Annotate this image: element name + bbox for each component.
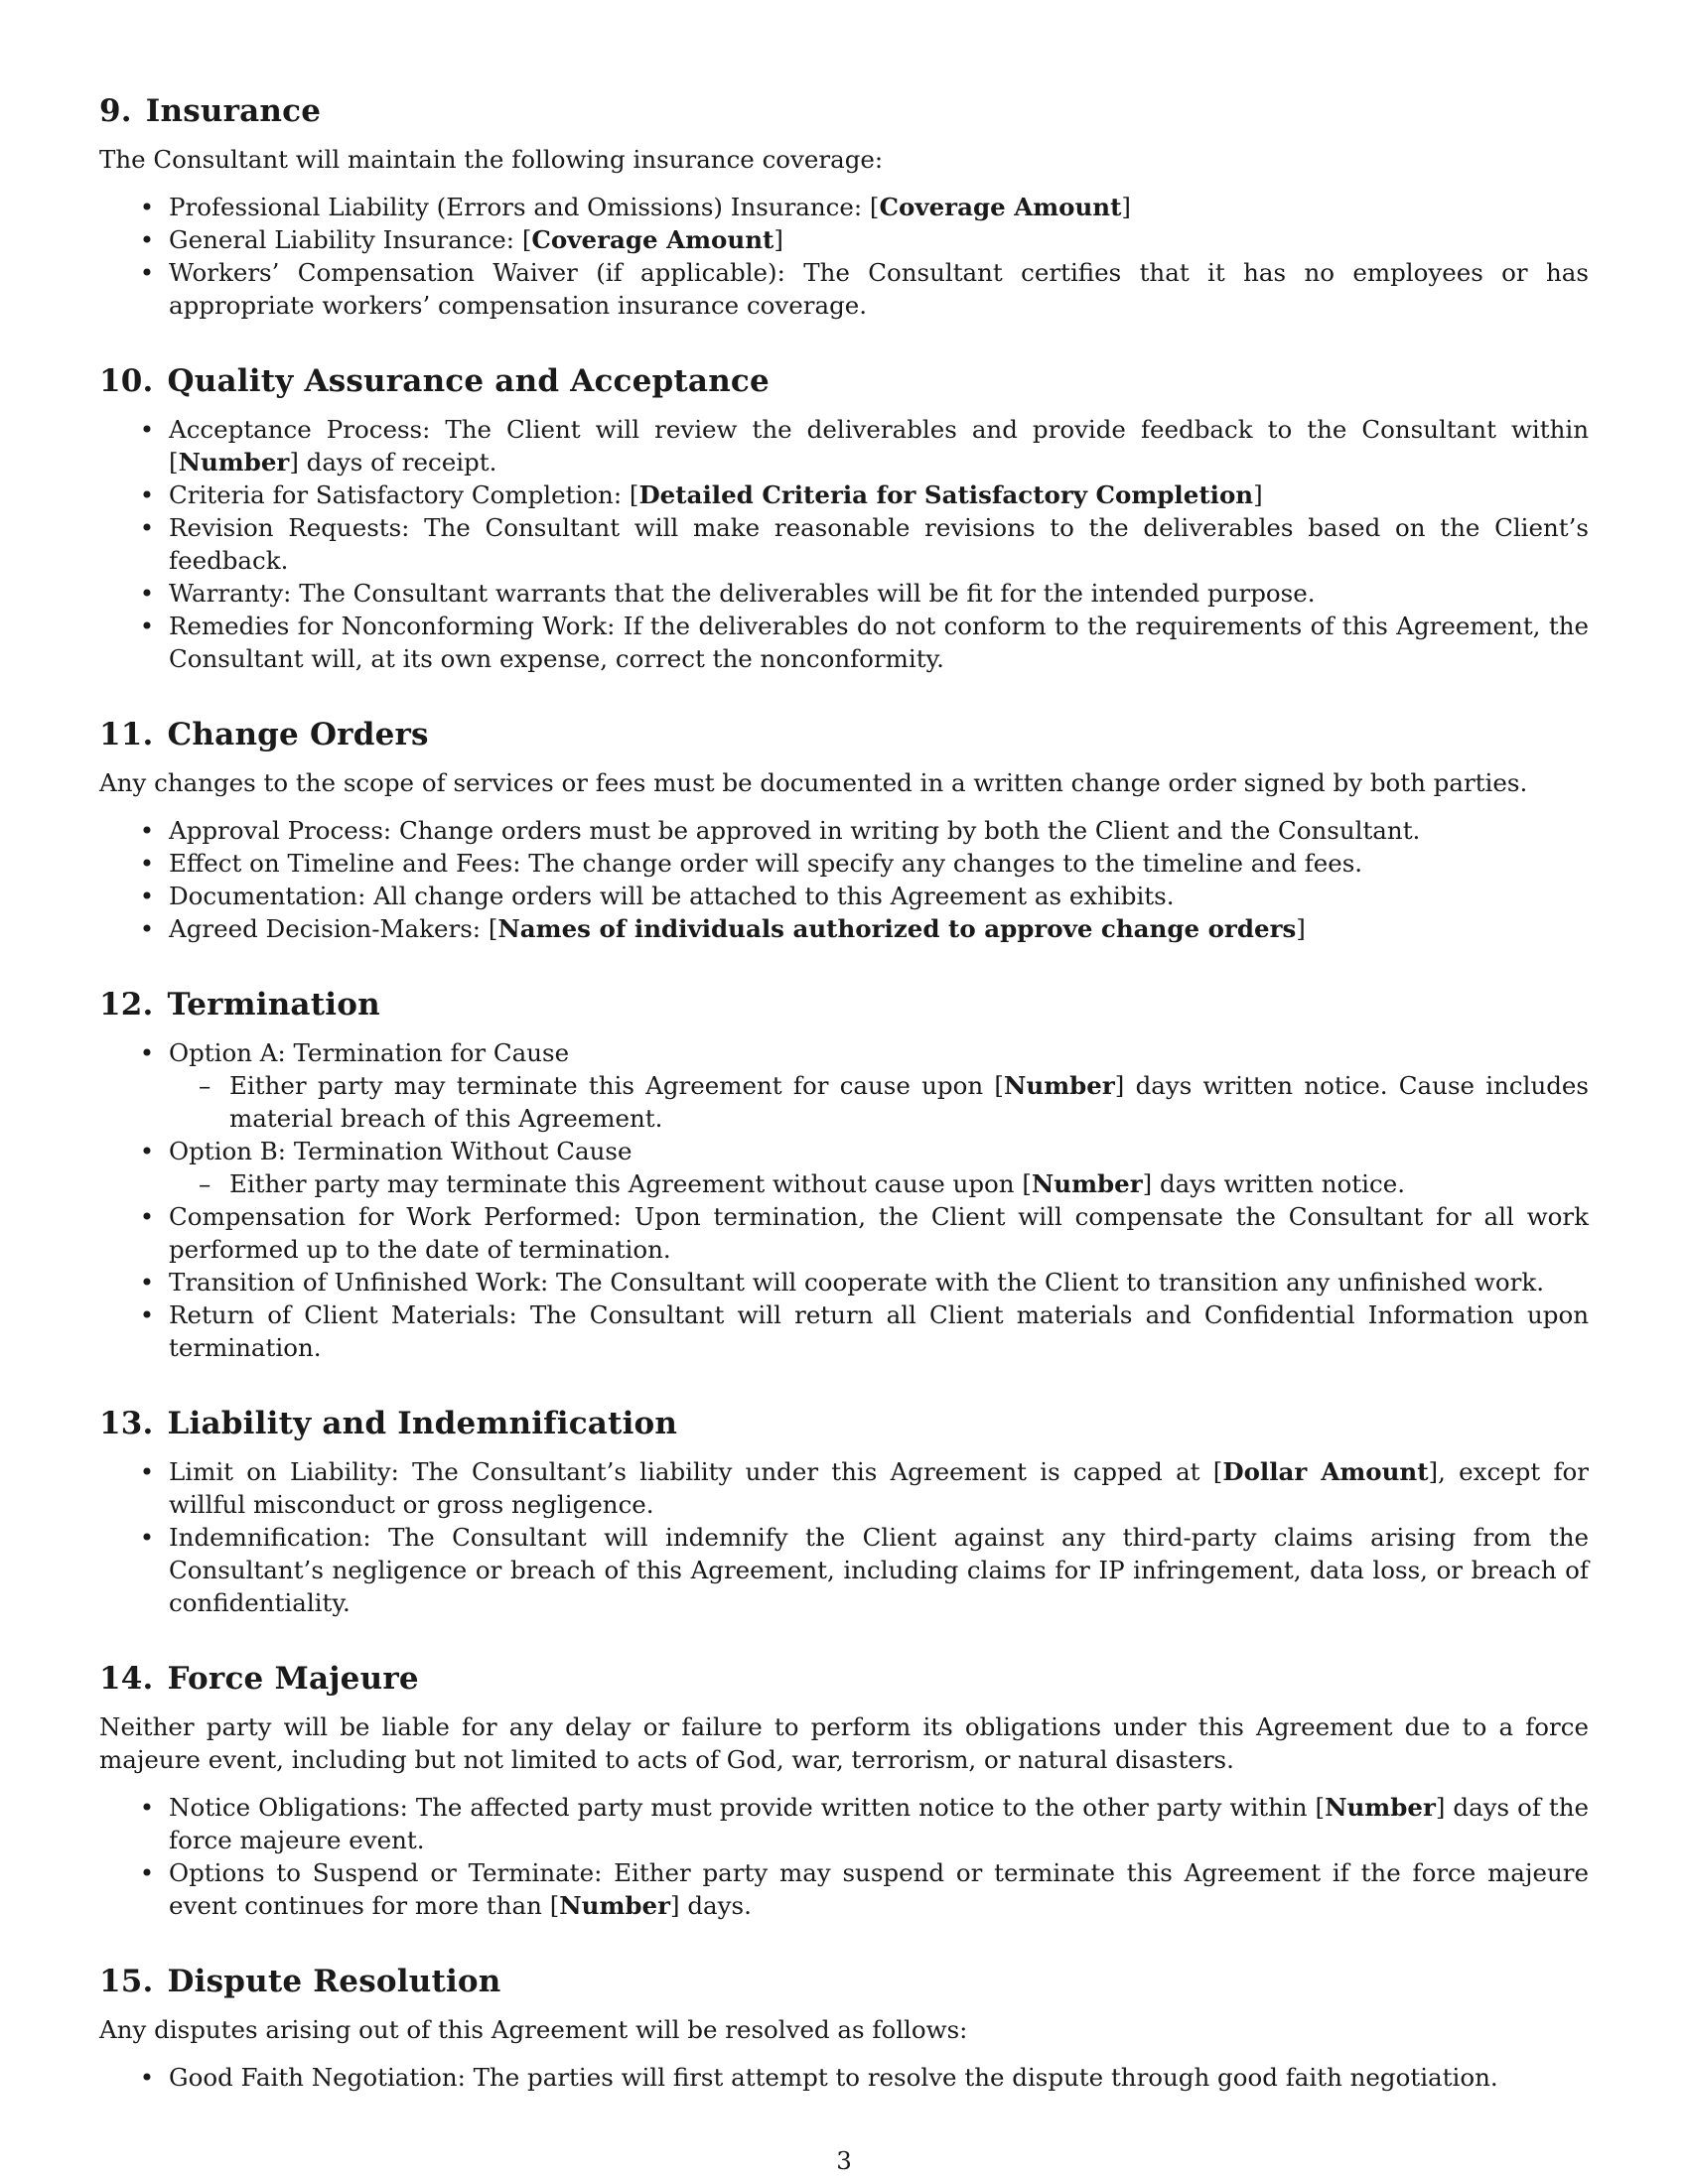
section-heading: [99, 361, 1589, 401]
dash-icon: –: [199, 1169, 211, 1198]
item-text-suffix: ] days written notice. Cause includes material breach of this Agreement.: [229, 1071, 1589, 1133]
list-item: [99, 2061, 1589, 2094]
section-title: Change Orders: [167, 717, 429, 752]
section-intro: Neither party will be liable for any delay or failure to perform its obligations under this Agreement due to a force majeure event, including but not limited to acts of God, war, terrorism, or natural disasters.: [99, 1712, 1589, 1774]
section-intro: The Consultant will maintain the following insurance coverage:: [99, 145, 884, 174]
bullet-icon: •: [139, 1457, 155, 1486]
section-number: 9.: [99, 93, 132, 129]
item-text-suffix: ]: [1253, 480, 1263, 509]
placeholder-field: Coverage Amount: [531, 225, 774, 254]
section-heading: [99, 1962, 1589, 2001]
section-number: 11.: [99, 717, 154, 752]
item-text: Revision Requests: The Consultant will make reasonable revisions to the deliverables based on the Client’s feedback.: [169, 513, 1589, 575]
section-number: 15.: [99, 1964, 154, 1999]
list-item: [99, 1036, 1589, 1135]
sub-list-item: [169, 1167, 1589, 1200]
bullet-icon: •: [139, 914, 155, 943]
item-text-suffix: ], except for willful misconduct or gross negligence.: [169, 1457, 1589, 1519]
item-text: Return of Client Materials: The Consultant will return all Client materials and Confidential Information upon termination.: [169, 1300, 1589, 1362]
section-title: Termination: [167, 987, 380, 1023]
bullet-list: [99, 1791, 1589, 1922]
item-text: Option B: Termination Without Cause: [169, 1137, 633, 1165]
list-item: [99, 880, 1589, 912]
list-item: [99, 511, 1589, 577]
item-text: Good Faith Negotiation: The parties will first attempt to resolve the dispute through good faith negotiation.: [169, 2063, 1498, 2092]
section-title: Quality Assurance and Acceptance: [167, 363, 770, 399]
item-text: Agreed Decision-Makers: [: [169, 914, 498, 943]
item-text-suffix: ] days of the force majeure event.: [169, 1793, 1590, 1854]
section-quality-assurance-and-acceptance: [99, 361, 1589, 675]
placeholder-field: Coverage Amount: [879, 193, 1122, 221]
sub-list: [169, 1167, 1589, 1200]
bullet-icon: •: [139, 225, 155, 254]
item-text-suffix: ] days written notice.: [1142, 1169, 1405, 1198]
section-force-majeure: [99, 1659, 1589, 1922]
bullet-icon: •: [139, 1793, 155, 1822]
bullet-icon: •: [139, 1523, 155, 1552]
item-text: Documentation: All change orders will be attached to this Agreement as exhibits.: [169, 882, 1175, 910]
placeholder-field: Names of individuals authorized to approve change orders: [497, 914, 1297, 943]
bullet-list: [99, 413, 1589, 675]
list-item: [99, 191, 1589, 223]
list-item: [99, 1266, 1589, 1298]
item-text-suffix: ] days of receipt.: [289, 448, 497, 477]
section-heading: [99, 715, 1589, 754]
bullet-icon: •: [139, 258, 155, 287]
item-text: Acceptance Process: The Client will review the deliverables and provide feedback to the Consultant within [: [169, 415, 1589, 477]
section-heading: [99, 985, 1589, 1024]
list-item: [99, 1856, 1589, 1922]
page-number: 3: [836, 2146, 852, 2175]
item-text: Either party may terminate this Agreement without cause upon [: [229, 1169, 1032, 1198]
section-heading: [99, 1404, 1589, 1443]
bullet-list: [99, 814, 1589, 945]
sub-list: [169, 1069, 1589, 1135]
list-item: [99, 912, 1589, 945]
item-text-suffix: ]: [774, 225, 783, 254]
item-text: Approval Process: Change orders must be approved in writing by both the Client and the Consultant.: [169, 816, 1421, 845]
list-item: [99, 1200, 1589, 1266]
item-text-suffix: ]: [1121, 193, 1131, 221]
bullet-list: [99, 2061, 1589, 2094]
list-item: [99, 1521, 1589, 1619]
item-text: Either party may terminate this Agreement for cause upon [: [229, 1071, 1004, 1100]
bullet-icon: •: [139, 2063, 155, 2092]
bullet-icon: •: [139, 612, 155, 640]
list-item: [99, 847, 1589, 880]
item-text: Criteria for Satisfactory Completion: [: [169, 480, 639, 509]
section-number: 14.: [99, 1661, 154, 1697]
section-number: 10.: [99, 363, 154, 399]
placeholder-field: Detailed Criteria for Satisfactory Completion: [638, 480, 1254, 509]
item-text: Workers’ Compensation Waiver (if applicable): The Consultant certifies that it has no employees or has appropriate workers’ compensation insurance coverage.: [169, 258, 1589, 320]
item-text: Remedies for Nonconforming Work: If the deliverables do not conform to the requirements of this Agreement, the Consultant will, at its own expense, correct the nonconformity.: [169, 612, 1589, 673]
list-item: [99, 1455, 1589, 1521]
list-item: [99, 814, 1589, 847]
placeholder-field: Number: [1031, 1169, 1143, 1198]
list-item: [99, 413, 1589, 478]
bullet-list: [99, 191, 1589, 322]
section-change-orders: [99, 715, 1589, 945]
list-item: [99, 256, 1589, 322]
document-body: [99, 91, 1589, 2133]
bullet-icon: •: [139, 193, 155, 221]
item-text: Options to Suspend or Terminate: Either party may suspend or terminate this Agreement if the force majeure event continues for more than [: [169, 1858, 1589, 1920]
section-title: Force Majeure: [167, 1661, 419, 1697]
item-text: Option A: Termination for Cause: [169, 1038, 570, 1067]
item-text-suffix: ]: [1296, 914, 1306, 943]
bullet-list: [99, 1455, 1589, 1619]
item-text: Transition of Unfinished Work: The Consultant will cooperate with the Client to transition any unfinished work.: [169, 1268, 1544, 1297]
bullet-icon: •: [139, 849, 155, 878]
item-text: Professional Liability (Errors and Omissions) Insurance: [: [169, 193, 880, 221]
list-item: [99, 478, 1589, 511]
bullet-icon: •: [139, 415, 155, 444]
bullet-icon: •: [139, 1858, 155, 1887]
bullet-icon: •: [139, 1300, 155, 1329]
item-text: Limit on Liability: The Consultant’s liability under this Agreement is capped at [: [169, 1457, 1223, 1486]
item-text: Compensation for Work Performed: Upon termination, the Client will compensate the Consultant for all work performed up to the date of termination.: [169, 1202, 1589, 1264]
placeholder-field: Number: [178, 448, 290, 477]
bullet-icon: •: [139, 579, 155, 608]
section-liability-and-indemnification: [99, 1404, 1589, 1619]
section-dispute-resolution: [99, 1962, 1589, 2094]
bullet-icon: •: [139, 513, 155, 542]
section-intro: Any changes to the scope of services or fees must be documented in a written change order signed by both parties.: [99, 768, 1528, 797]
section-title: Insurance: [145, 93, 322, 129]
section-intro: Any disputes arising out of this Agreement will be resolved as follows:: [99, 2015, 968, 2044]
list-item: [99, 610, 1589, 675]
item-text: Warranty: The Consultant warrants that the deliverables will be fit for the intended purpose.: [169, 579, 1316, 608]
sub-list-item: [169, 1069, 1589, 1135]
section-title: Liability and Indemnification: [167, 1406, 678, 1441]
bullet-icon: •: [139, 816, 155, 845]
item-text: Effect on Timeline and Fees: The change order will specify any changes to the timeline and fees.: [169, 849, 1363, 878]
section-heading: [99, 91, 1589, 131]
section-heading: [99, 1659, 1589, 1699]
list-item: [99, 223, 1589, 256]
bullet-icon: •: [139, 1202, 155, 1231]
placeholder-field: Number: [1003, 1071, 1115, 1100]
section-insurance: [99, 91, 1589, 322]
list-item: [99, 1298, 1589, 1364]
bullet-icon: •: [139, 1137, 155, 1165]
item-text: Notice Obligations: The affected party must provide written notice to the other party within [: [169, 1793, 1326, 1822]
section-termination: [99, 985, 1589, 1364]
item-text: Indemnification: The Consultant will indemnify the Client against any third-party claims arising from the Consultant’s negligence or breach of this Agreement, including claims for IP infringement, data loss, or breach of confidentiality.: [169, 1523, 1589, 1617]
placeholder-field: Number: [559, 1891, 671, 1920]
list-item: [99, 1135, 1589, 1200]
placeholder-field: Number: [1325, 1793, 1436, 1822]
list-item: [99, 577, 1589, 610]
bullet-list: [99, 1036, 1589, 1364]
bullet-icon: •: [139, 882, 155, 910]
bullet-icon: •: [139, 1038, 155, 1067]
item-text-suffix: ] days.: [670, 1891, 752, 1920]
list-item: [99, 1791, 1589, 1856]
placeholder-field: Dollar Amount: [1222, 1457, 1429, 1486]
section-number: 13.: [99, 1406, 154, 1441]
bullet-icon: •: [139, 1268, 155, 1297]
bullet-icon: •: [139, 480, 155, 509]
section-title: Dispute Resolution: [167, 1964, 501, 1999]
section-number: 12.: [99, 987, 154, 1023]
item-text: General Liability Insurance: [: [169, 225, 532, 254]
dash-icon: –: [199, 1071, 211, 1100]
